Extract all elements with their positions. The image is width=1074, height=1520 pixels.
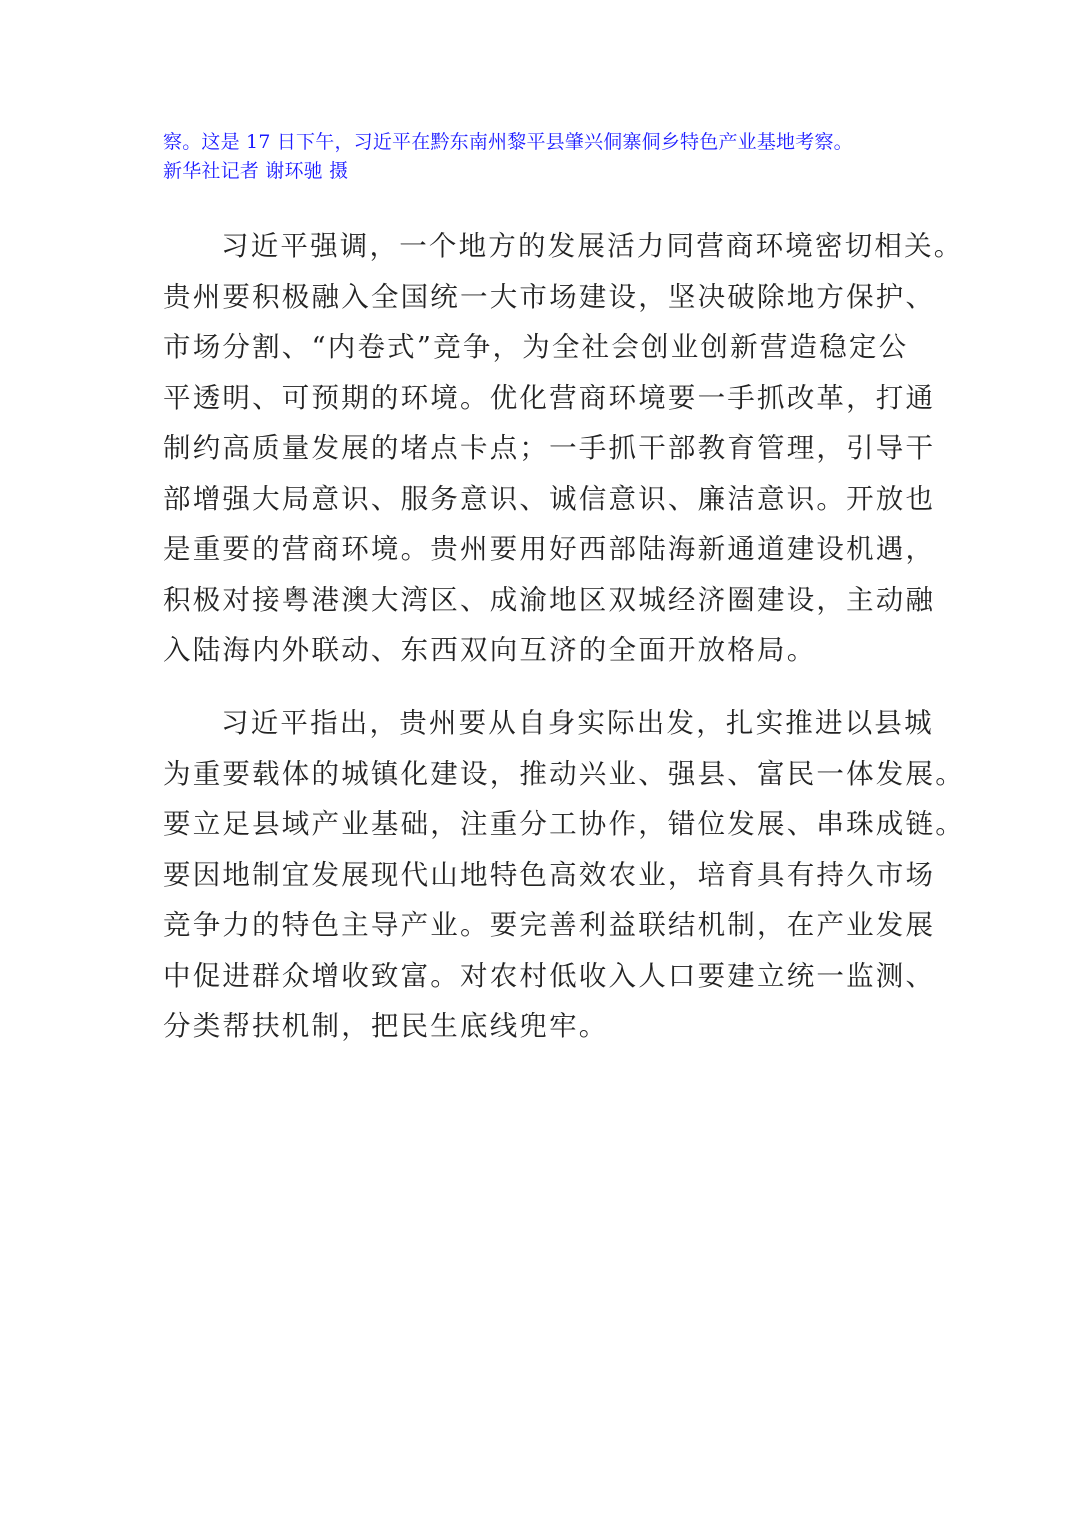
paragraph-line: 要因地制宜发展现代山地特色高效农业，培育具有持久市场 [163,858,936,891]
paragraph-line: 习近平强调，一个地方的发展活力同营商环境密切相关。 [221,230,964,262]
paragraph-line: 是重要的营商环境。贵州要用好西部陆海新通道建设机遇， [163,533,936,565]
paragraph-line: 要立足县域产业基础，注重分工协作，错位发展、串珠成链。 [163,808,965,840]
paragraph-line: 入陆海内外联动、东西双向互济的全面开放格局。 [163,634,817,666]
paragraph-line: 积极对接粤港澳大湾区、成渝地区双城经济圈建设，主动融 [163,583,936,616]
caption-line: 察。这是 17 日下午，习近平在黔东南州黎平县肇兴侗寨侗乡特色产业基地考察。 [163,131,853,153]
paragraph-line: 为重要载体的城镇化建设，推动兴业、强县、富民一体发展。 [163,757,965,790]
paragraph-line: 分类帮扶机制，把民生底线兜牢。 [163,1010,609,1042]
paragraph-line: 平透明、可预期的环境。优化营商环境要一手抓改革，打通 [163,381,936,414]
paragraph-line: 中促进群众增收致富。对农村低收入人口要建立统一监测、 [163,959,936,992]
paragraph-line: 市场分割、“内卷式”竞争，为全社会创业创新营造稳定公 [163,331,909,363]
caption-credit-line: 新华社记者 谢环驰 摄 [163,160,349,182]
body-paragraph [163,698,965,1052]
paragraph-line: 习近平指出，贵州要从自身实际出发，扎实推进以县城 [221,707,934,739]
paragraph-line: 部增强大局意识、服务意识、诚信意识、廉洁意识。开放也 [163,482,936,515]
body-paragraph [163,221,964,676]
photo-caption [163,128,923,186]
paragraph-line: 制约高质量发展的堵点卡点；一手抓干部教育管理，引导干 [163,432,936,464]
paragraph-line: 竞争力的特色主导产业。要完善利益联结机制，在产业发展 [163,909,936,941]
paragraph-line: 贵州要积极融入全国统一大市场建设，坚决破除地方保护、 [163,280,936,313]
